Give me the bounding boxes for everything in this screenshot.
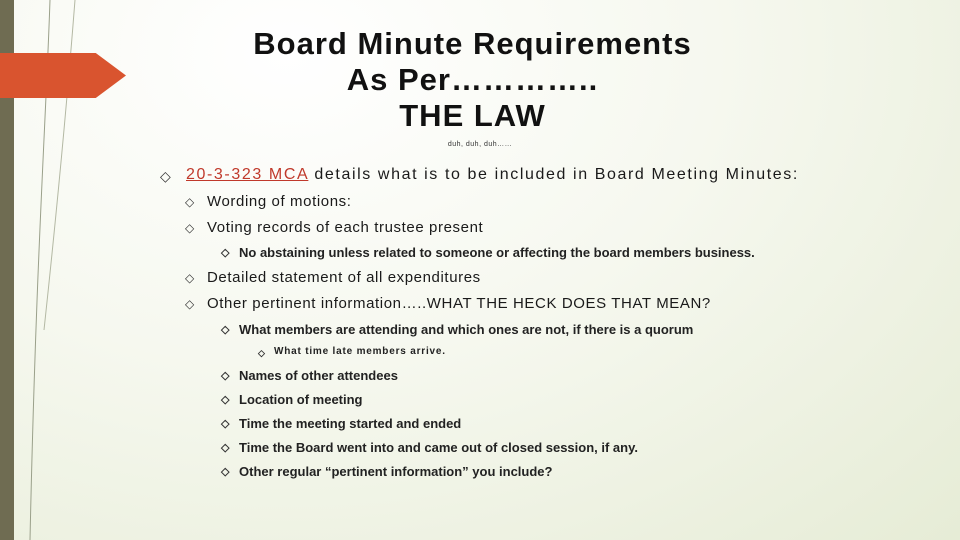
bullet-abstain — [221, 245, 755, 262]
bullet-text: Time the meeting started and ended — [239, 416, 462, 431]
bullet-closed — [221, 440, 638, 457]
title-line-1: Board Minute Requirements — [253, 26, 692, 61]
bullet-text: Wording of motions: — [207, 193, 352, 210]
diamond-bullet-icon: ◇ — [185, 195, 195, 209]
bullet-late — [258, 346, 446, 360]
bullet-text: What time late members arrive. — [274, 346, 446, 357]
bullet-text: Other pertinent information…..WHAT THE HECK DOES THAT MEAN? — [207, 295, 711, 312]
diamond-bullet-icon: ◇ — [221, 324, 230, 336]
diamond-bullet-icon: ◇ — [221, 418, 230, 430]
diamond-bullet-icon: ◇ — [258, 348, 266, 358]
bullet-main-text: details what is to be included in Board Meeting Minutes: — [308, 166, 799, 183]
diamond-bullet-icon: ◇ — [221, 247, 230, 259]
bullet-voting — [185, 219, 483, 238]
diamond-bullet-icon: ◇ — [185, 297, 195, 311]
bullet-text: No abstaining unless related to someone or affecting the board members business. — [239, 245, 755, 260]
bullet-wording — [185, 193, 352, 212]
diamond-bullet-icon: ◇ — [185, 221, 195, 235]
bullet-attendees — [221, 368, 398, 385]
diamond-bullet-icon: ◇ — [221, 394, 230, 406]
bullet-main — [160, 166, 799, 186]
bullet-regular — [221, 464, 552, 481]
diamond-bullet-icon: ◇ — [160, 168, 173, 184]
title-line-2: As Per………….. — [346, 62, 599, 97]
bullet-text: Other regular “pertinent information” you include? — [239, 464, 553, 479]
bullet-text: Detailed statement of all expenditures — [207, 269, 481, 286]
title-line-3: THE LAW — [399, 98, 546, 133]
bullet-location — [221, 392, 363, 409]
bullet-text: Location of meeting — [239, 392, 363, 407]
bullet-text — [186, 166, 799, 184]
slide-subtitle: duh, duh, duh…… — [447, 141, 513, 148]
diamond-bullet-icon: ◇ — [221, 466, 230, 478]
diamond-bullet-icon: ◇ — [221, 370, 230, 382]
slide-title — [200, 26, 745, 134]
bullet-other — [185, 295, 711, 314]
bullet-text: What members are attending and which ones are not, if there is a quorum — [239, 322, 694, 337]
bullet-text: Voting records of each trustee present — [207, 219, 484, 236]
bullet-attending — [221, 322, 693, 339]
bullet-time — [221, 416, 461, 433]
bullet-expenditures — [185, 269, 481, 288]
statute-link[interactable]: 20-3-323 MCA — [186, 166, 309, 183]
bullet-text: Names of other attendees — [239, 368, 398, 383]
diamond-bullet-icon: ◇ — [185, 271, 195, 285]
bullet-text: Time the Board went into and came out of closed session, if any. — [239, 440, 638, 455]
diamond-bullet-icon: ◇ — [221, 442, 230, 454]
